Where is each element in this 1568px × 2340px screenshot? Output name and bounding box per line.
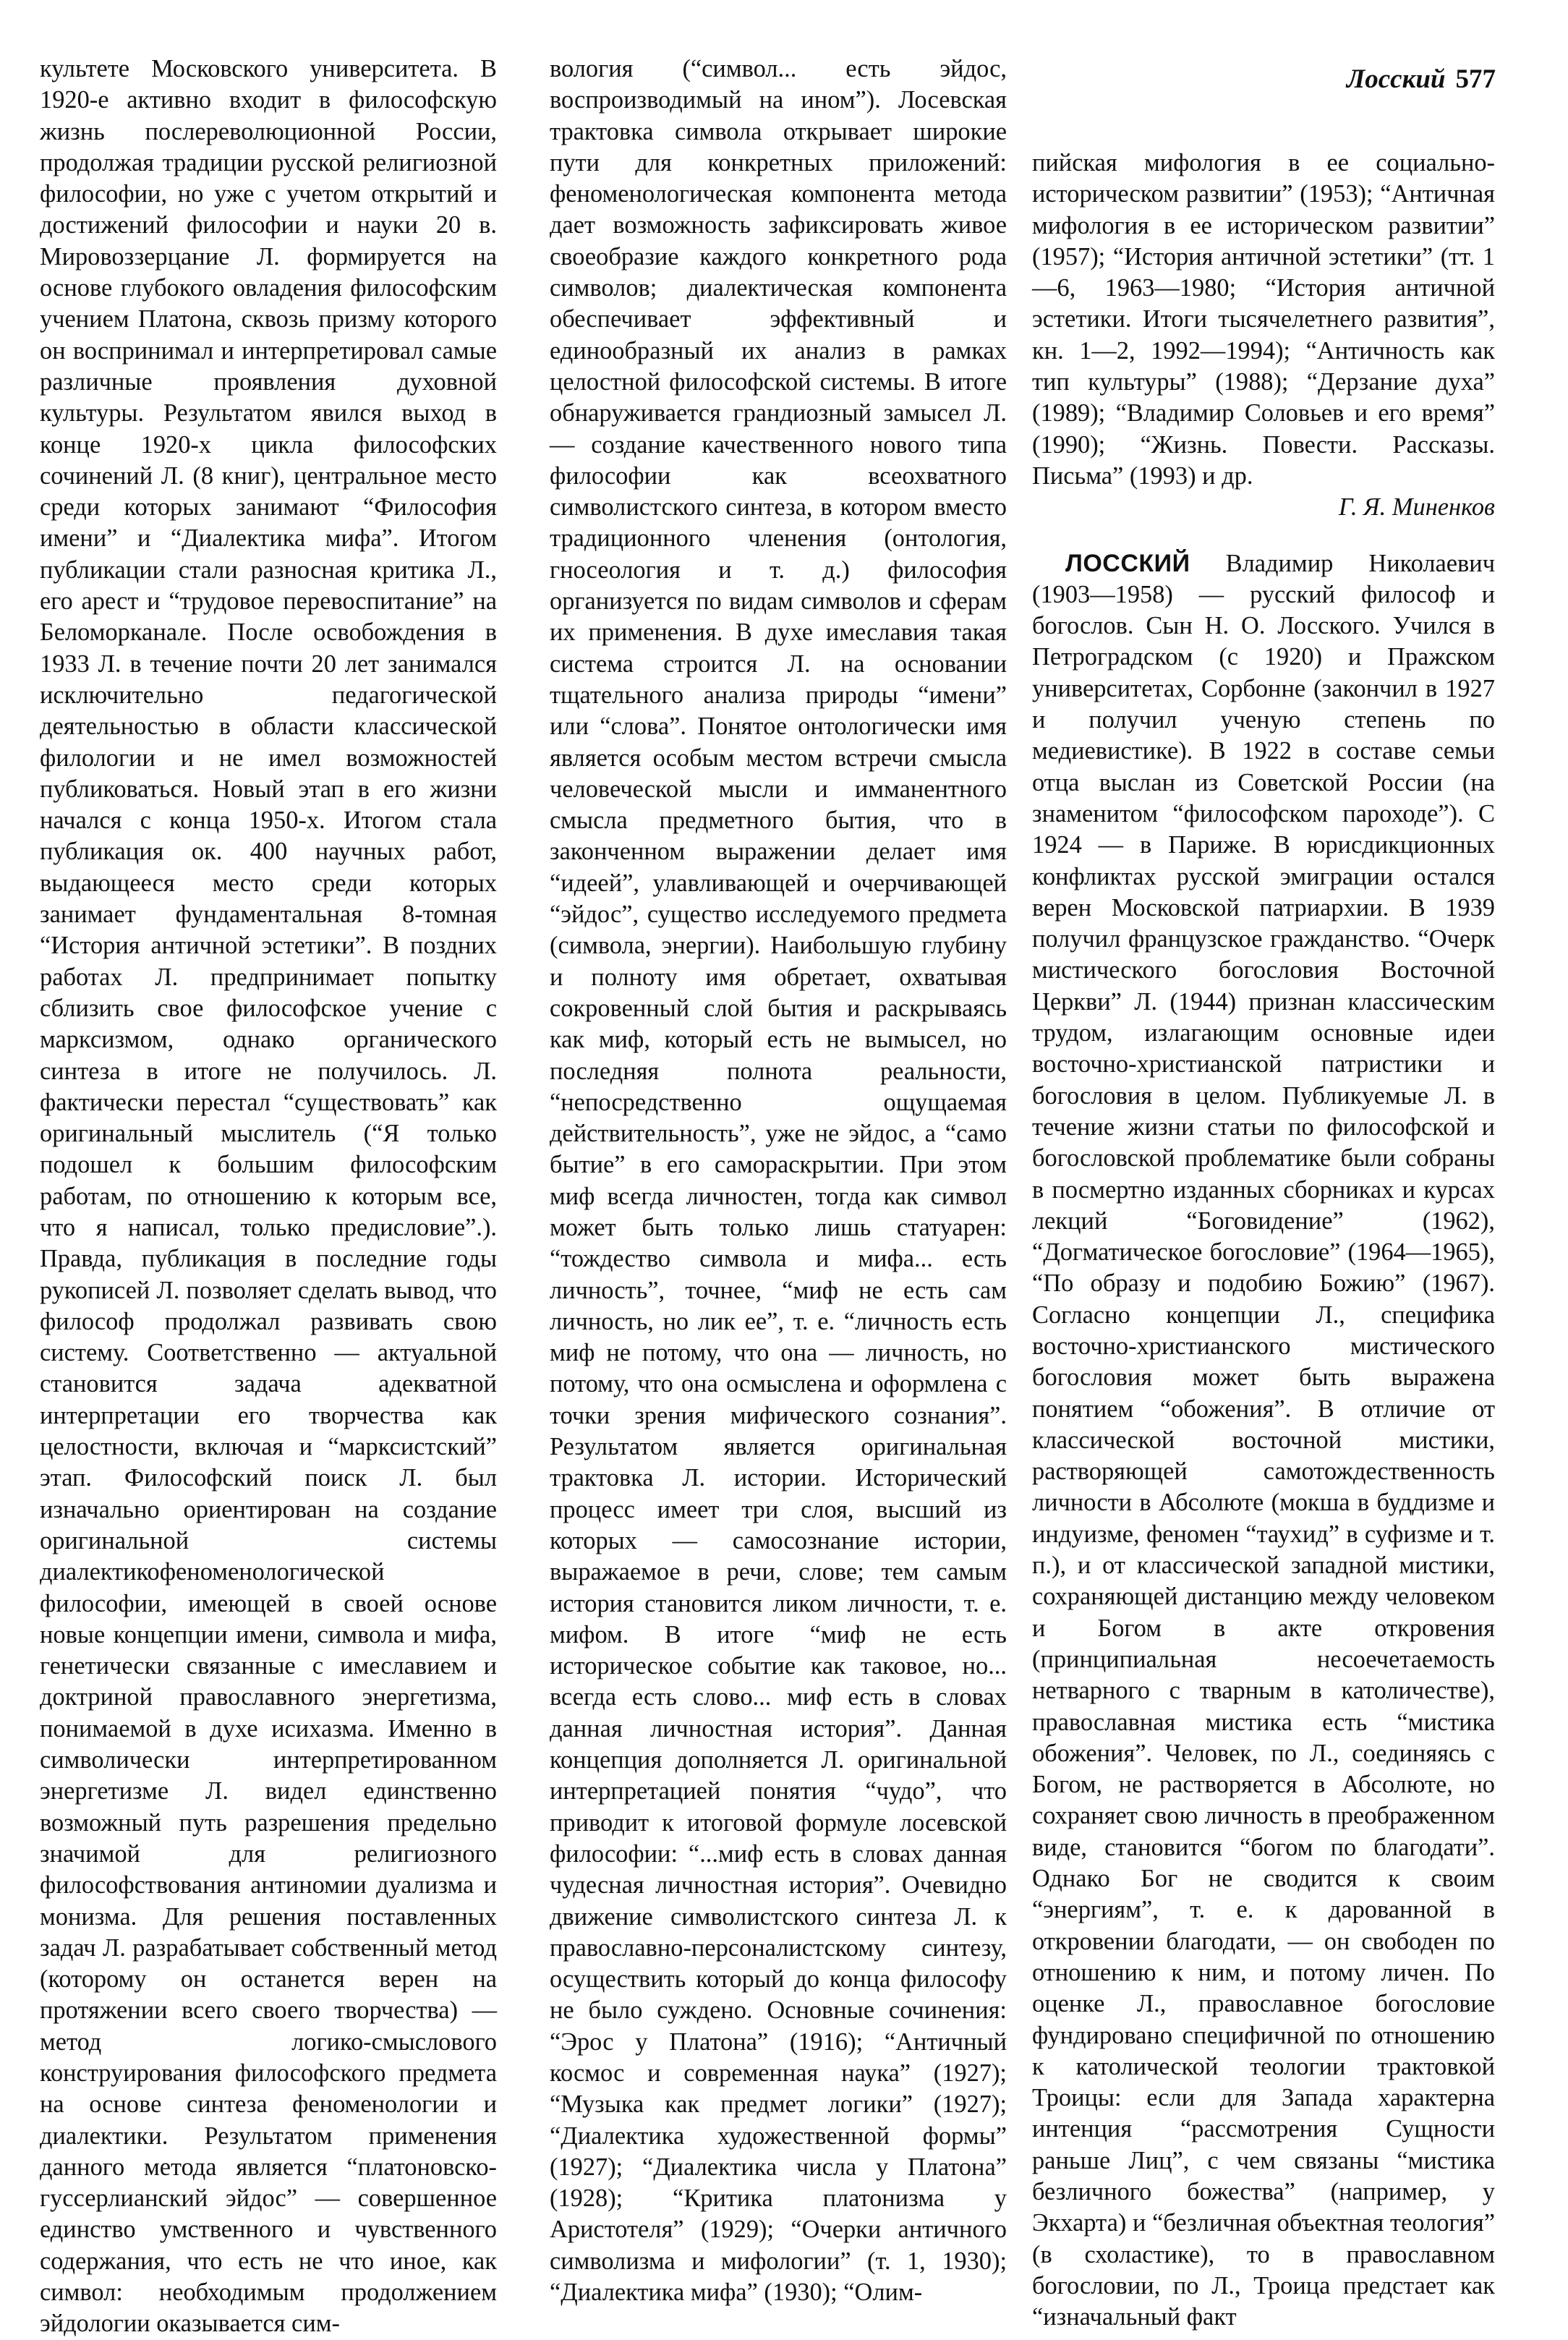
entry-text: Владимир Николаевич (1903—1958) — русский философ и богослов. Сын Н. О. Лосского. Учился в Петроградском (с 1920) и Пражском университетах, Сорбонне (закончил в 1927 и получил ученую степень по медиевистике). В 1922 в составе семьи отца выслан из Советской России (на знаменитом “философском пароходе”). С 1924 — в Париже. В юрисдикционных конфликтах русской эмиграции остался верен Московской патриархии. В 1939 получил французское гражданство. “Очерк мистического богословия Восточной Церкви” Л. (1944) признан классическим трудом, излагающим основные идеи восточно-христианской патристики и богословия в целом. Публикуемые Л. в течение жизни статьи по философской и богословской проблематике были собраны в посмертно изданных сборниках и курсах лекций “Боговидение” (1962), “Догматическое богословие” (1964—1965), “По образу и подобию Божию” (1967). Согласно концепции Л., специфика восточно-христианского мистического богословия может быть выражена понятием “обожения”. В отличие от классической восточной мистики, растворяющей самотождественность личности в Абсолюте (мокша в буддизме и индуизме, феномен “таухид” в суфизме и т. п.), и от классической западной мистики, сохраняющей дистанцию между человеком и Богом в акте откровения (принципиальная несоечетаемость нетварного с тварным в католичестве), православная мистика есть “мистика обожения”. Человек, по Л., соединяясь с Богом, не растворяется в Абсолюте, но сохраняет свою личность в преображенном виде, становится “богом по благодати”. Однако Бог не сводится к своим “энергиям”, т. е. к дарованной в откровении благодати, — он свободен по отношению к ним, и потому личен. По оценке Л., православное богословие фундировано специфичной по отношению к католической теологии трактовкой Троицы: если для Запада характерна интенция “рассмотрения Сущности раньше Лиц”, с чем связаны “мистика безличного божества” (например, у Экхарта) и “безличная объектная теология” (в схоластике), то в православном богословии, по Л., Троица предстает как “изначальный факт	[1032, 549, 1495, 2331]
text-column-3	[1032, 148, 1495, 2333]
entry-lemma: ЛОССКИЙ	[1065, 549, 1190, 577]
column-2-text: вология (“символ... есть эйдос, воспроизводимый на ином”). Лосевская трактовка символа открывает широкие пути для конкретных приложений: феноменологическая компонента метода дает возможность зафиксировать живое своеобразие каждого конкретного рода символов; диалектическая компонента обеспечивает эффективный и единообразный их анализ в рамках целостной философской системы. В итоге обнаруживается грандиозный замысел Л. — создание качественного нового типа философии как всеохватного символистского синтеза, в котором вместо традиционного членения (онтология, гносеология и т. д.) философия организуется по видам символов и сферам их применения. В духе имеславия такая система строится Л. на основании тщательного анализа природы “имени” или “слова”. Понятое онтологически имя является особым местом встречи смысла человеческой мысли и имманентного смысла предметного бытия, что в законченном выражении делает имя “идеей”, улавливающей и очерчивающей “эйдос”, существо исследуемого предмета (символа, энергии). Наибольшую глубину и полноту имя обретает, охватывая сокровенный слой бытия и раскрываясь как миф, который есть не вымысел, но последняя полнота реальности, “непосредственно ощущаемая действительность”, уже не эйдос, а “само бытие” в его самораскрытии. При этом миф всегда личностен, тогда как символ может быть только лишь статуарен: “тождество символа и мифа... есть личность”, точнее, “миф не есть сам личность, но лик ее”, т. е. “личность есть миф не потому, что она — личность, но потому, что она осмыслена и оформлена с точки зрения мифического сознания”. Результатом является оригинальная трактовка Л. истории. Исторический процесс имеет три слоя, высший из которых — самосознание истории, выражаемое в речи, слове; тем самым история становится ликом личности, т. е. мифом. В итоге “миф не есть историческое событие как таковое, но... всегда есть слово... миф есть в словах данная личностная история”. Данная концепция дополняется Л. оригинальной интерпретацией понятия “чудо”, что приводит к итоговой формуле лосевской философии: “...миф есть в словах данная чудесная личностная история”. Очевидно движение символистского синтеза Л. к православно-персоналистскому синтезу, осуществить который до конца философу не было суждено. Основные сочинения: “Эрос у Платона” (1916); “Античный космос и современная наука” (1927); “Музыка как предмет логики” (1927); “Диалектика художественной формы” (1927); “Диалектика числа у Платона” (1928); “Критика платонизма у Аристотеля” (1929); “Очерки античного символизма и мифологии” (т. 1, 1930); “Диалектика мифа” (1930); “Олим-	[550, 55, 1007, 2307]
page-number: 577	[1455, 64, 1496, 94]
running-title: Лосский	[1346, 64, 1446, 94]
author-signature: Г. Я. Миненков	[1338, 493, 1495, 522]
column-1-text: культете Московского университета. В 1920-е активно входит в философскую жизнь послереволюционной России, продолжая традиции русской религиозной философии, но уже с учетом открытий и достижений философии и науки 20 в. Мировоззерцание Л. формируется на основе глубокого овладения философским учением Платона, сквозь призму которого он воспринимал и интерпретировал самые различные проявления духовной культуры. Результатом явился выход в конце 1920-х цикла философских сочинений Л. (8 книг), центральное место среди которых занимают “Философия имени” и “Диалектика мифа”. Итогом публикации стали разносная критика Л., его арест и “трудовое перевоспитание” на Беломорканале. После освобождения в 1933 Л. в течение почти 20 лет занимался исключительно педагогической деятельностью в области классической филологии и не имел возможностей публиковаться. Новый этап в его жизни начался с конца 1950-х. Итогом стала публикация ок. 400 научных работ, выдающееся место среди которых занимает фундаментальная 8-томная “История античной эстетики”. В поздних работах Л. предпринимает попытку сблизить свое философское учение с марксизмом, однако органического синтеза в итоге не получилось. Л. фактически перестал “существовать” как оригинальный мыслитель (“Я только подошел к большим философским работам, по отношению к которым все, что я написал, только предисловие”.). Правда, публикация в последние годы рукописей Л. позволяет сделать вывод, что философ продолжал развивать свою систему. Соответственно — актуальной становится задача адекватной интерпретации его творчества как целостности, включая и “марксистский” этап. Философский поиск Л. был изначально ориентирован на создание оригинальной системы диалектикофеноменологической философии, имеющей в своей основе новые концепции имени, символа и мифа, генетически связанные с имеславием и доктриной православного энергетизма, понимаемой в духе исихазма. Именно в символически интерпретированном энергетизме Л. видел единственно возможный путь разрешения предельно значимой для религиозного философствования антиномии дуализма и монизма. Для решения поставленных задач Л. разрабатывает собственный метод (которому он останется верен на протяжении всего своего творчества) — метод логико-смыслового конструирования философского предмета на основе синтеза феноменологии и диалектики. Результатом применения данного метода является “платоновско-гуссерлианский эйдос” — совершенное единство умственного и чувственного содержания, что есть не что иное, как символ: необходимым продолжением эйдологии оказывается сим-	[40, 55, 497, 2338]
column-3-text-continued: пийская мифология в ее социально-историческом развитии” (1953); “Античная мифология в ее историческом развитии” (1957); “История античной эстетики” (тт. 1—6, 1963—1980; “История античной эстетики. Итоги тысячелетнего развития”, кн. 1—2, 1992—1994); “Античность как тип культуры” (1988); “Дерзание духа” (1989); “Владимир Соловьев и его время” (1990); “Жизнь. Повести. Рассказы. Письма” (1993) и др.	[1032, 149, 1495, 490]
text-column-1	[40, 54, 497, 2340]
running-header	[1347, 64, 1496, 95]
entry-lossky	[1032, 548, 1495, 2333]
text-column-2	[550, 54, 1007, 2308]
